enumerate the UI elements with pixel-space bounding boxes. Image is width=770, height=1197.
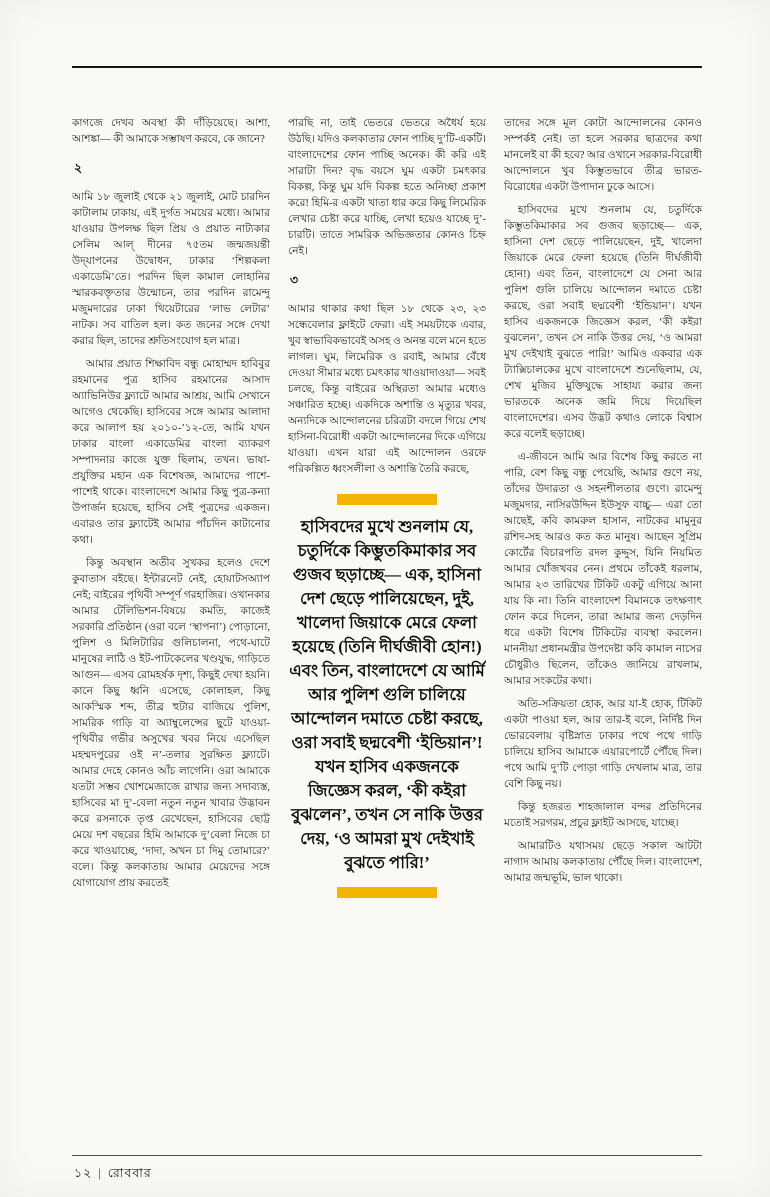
body-paragraph: আমার প্রয়াত শিক্ষাবিদ বন্ধু মোহাম্মদ হাবিবুর রহমানের পুত্র হাসিব রহমানের আসাদ অ্যাভিনিউর ফ্ল্যাটে আমার আশ্রয়, আমি সেখানে আগেও থেকেছি। হাসিবের সঙ্গে আমার আলাদা করে আলাপ হয় ২০১০-’১২-তে, আমি যখন ঢাকার বাংলা একাডেমির বাংলা ব্যাকরণ সম্পাদনার কাজে যুক্ত ছিলাম, তখন। ভাষা-প্রযুক্তির মহান এক বিশেষজ্ঞ, আমাদের পাশে-পাশেই থাকে। বাংলাদেশে আমার কিছু পুত্র-কন্যা উপার্জন হয়েছে, হাসিব সেই পুত্রদের একজন। এবারও তার ফ্ল্যাটেই আমার পাঁচদিন কাটানোর কথা। (72, 359, 270, 546)
page-footer (74, 1165, 152, 1185)
body-paragraph: কাগজে দেখব অবস্থা কী দাঁড়িয়েছে। আশা, আশঙ্কা— কী আমাকে সম্ভাষণ করবে, কে জানে? (72, 118, 270, 145)
body-paragraph: আমার থাকার কথা ছিল ১৮ থেকে ২৩, ২৩ সন্ধেবেলার ফ্লাইটে ফেরা। এই সময়টাকে এবার, খুব স্বাভাবিকভাবেই অসহ ও অনন্ত বলে মনে হতে লাগল। ঘুম, লিমেরিক ও রবাই, আমার বেঁধে দেওয়া সীমার মধ্যে চমৎকার খাওয়াদাওয়া— সবই চলছে, কিন্তু বাইরের অস্থিরতা আমার মধ্যেও সঞ্চারিত হচ্ছে। একদিকে অশান্তি ও মৃত্যুর খবর, অন্যদিকে আন্দোলনের চরিত্রটা বদলে গিয়ে শেখ হাসিনা-বিরোধী একটা আন্দোলনের দিকে এগিয়ে যাওয়া। এখন যারা এই আন্দোলন ওরফে পরিকল্পিত ধ্বংসলীলা ও অশান্তি তৈরি করছে, (288, 304, 486, 475)
section-number-3: ৩ (290, 273, 299, 287)
article-columns (72, 116, 702, 1148)
column-1 (72, 116, 270, 1148)
magazine-name: রোববার (107, 1166, 152, 1180)
body-paragraph: কিন্তু অবস্থান অতীব সুখকর হলেও দেশে কুবাতাস বইছে। ইন্টারনেট নেই, হোয়াটসঅ্যাপ নেই; বাইরের পৃথিবী সম্পূর্ণ গরহাজির। ওখানকার আমার টেলিভিশন-বিষয়ে কমতি, কাজেই সরকারি প্রতিষ্ঠান (ওরা বলে ‘স্থাপনা’) পোড়ানো, পুলিশ ও মিলিটারির গুলিচালনা, পথে-ঘাটে মানুষের লাঠি ও ইট-পাটকেলের খণ্ডযুদ্ধ, গাড়িতে আগুন— এসব রোমহর্ষক দৃশ্য, কিছুই দেখা হয়নি। কানে কিছু ধ্বনি এসেছে, কোলাহল, কিছু আকস্মিক শব্দ, তীব্র হুটার বাজিয়ে পুলিশ, সামরিক গাড়ি বা অ্যাম্বুলেন্সের ছুটে যাওয়া-পৃথিবীর গভীর অসুখের খবর নিয়ে এসেছিল মহম্মদপুরের ওই ন’-তলার সুরক্ষিত ফ্ল্যাটে। আমার দেহে কোনও আঁচ লাগেনি। ওরা আমাকে যতটা সম্ভব খোশমেজাজে রাখার জন্য সদাব্যস্ত, হাসিবের মা দু’-বেলা নতুন নতুন খাবার উদ্ভাবন করে রসনাকে তৃপ্ত রেখেছেন, হাসিবের ছোট্ট মেয়ে দশ বছরের হিমি আমাকে দু’বেলা নিজে চা করে খাওয়াচ্ছে, ‘দাদা, অখন চা দিমু তোমারে?’ বলে। কিন্তু কলকাতায় আমার মেয়েদের সঙ্গে যোগাযোগ প্রায় করতেই (72, 558, 270, 889)
highlight-bar-top (337, 494, 437, 505)
footer-rule (72, 1155, 702, 1156)
page-number: ১২ (74, 1166, 93, 1180)
column-2 (288, 116, 486, 1148)
body-paragraph: অতি-সক্রিয়তা হোক, আর যা-ই হোক, টিকিট একটা পাওয়া হল, আর তার-ই বলে, নির্দিষ্ট দিন ভোরবেলায় বৃষ্টিস্নাত ঢাকার পথে পথে গাড়ি চালিয়ে হাসিব আমাকে এয়ারপোর্টে পৌঁছে দিল। পথে আমি দু’টি পোড়া গাড়ি দেখলাম মাত্র, তার বেশি কিছু নয়। (504, 699, 702, 790)
footer-separator: | (98, 1166, 102, 1180)
body-paragraph: তাদের সঙ্গে মূল কোটা আন্দোলনের কোনও সম্পর্কই নেই। তা হলে সরকার ছাত্রদের কথা মানলেই বা কী হবে? আর ওখানে সরকার-বিরোধী আন্দোলনে খুব কিম্ভুতভাবে তীব্র ভারত-বিরোধের একটা উপাদান ঢুকে আসে। (504, 118, 702, 193)
pull-quote (288, 494, 486, 898)
body-paragraph: আমারটিও যথাসময় ছেড়ে সকাল আটটা নাগাদ আমায় কলকাতায় পৌঁছে দিল। বাংলাদেশ, আমার জন্মভূমি, ভাল থাকো। (504, 841, 702, 884)
highlight-bar-bottom (337, 887, 437, 898)
body-paragraph: আমি ১৮ জুলাই থেকে ২১ জুলাই, মোট চারদিন কাটালাম ঢাকায়, এই দুর্গত সময়ের মধ্যে। আমার যাওয়ার উপলক্ষ ছিল প্রিয় ও প্রয়াত নাট্যকার সেলিম আল্‌ দীনের ৭৫তম জন্মজয়ন্তী উদ্‌যাপনের উদ্বোধন, ঢাকার ‘শিল্পকলা একাডেমি’তে। পরদিন ছিল কামাল লোহানির স্মারকবক্তৃতার উন্মোচন, তার পরদিন রামেন্দু মজুমদারের ঢাকা থিয়েটারের ‘লাভ লেটার’ নাটক। সব বাতিল হল। কত জনের সঙ্গে দেখা করার ছিল, তাদের শ্রুতিসংযোগ হল মাত্র। (72, 192, 270, 347)
body-paragraph: পারছি না, তাই ভেতরে ভেতরে অধৈর্য হয়ে উঠছি। যদিও কলকাতার ফোন পাচ্ছি দু’টি-একটি। বাংলাদেশের ফোন পাচ্ছি অনেক। কী করি এই সারাটা দিন? বৃদ্ধ বয়সে ঘুম একটা চমৎকার বিকল্প, কিন্তু ঘুম যদি বিকল্প হতে অনিচ্ছা প্রকাশ করে! হিমি-র একটা খাতা ধার করে কিছু লিমেরিক লেখার চেষ্টা করে যাচ্ছি, লেখা হয়েও যাচ্ছে দু’-চারটি। তাতে সামরিক অভিজ্ঞতার কোনও চিহ্ন নেই। (288, 118, 486, 257)
body-paragraph: এ-জীবনে আমি আর বিশেষ কিছু করতে না পারি, বেশ কিছু বন্ধু পেয়েছি, আমার গুণে নয়, তাঁদের উদারতা ও সহনশীলতার গুণে। রামেন্দু মজুমদার, নাসিরউদ্দিন ইউসুফ বাচ্চু— এরা তো আছেই, কবি কামরুল হাসান, নাটকের মামুনুর রশিদ-সহ আরও কত কত মানুষ। আছেন সুপ্রিম কোর্টের বিচারপতি রদল কুদ্দুস, যিনি নিয়মিত আমার খোঁজখবর নেন। প্রথমে তাঁকেই ধরলাম, আমার ২৩ তারিখের টিকিট একটু এগিয়ে আনা যায় কি না। তিনি বাংলাদেশ বিমানকে তৎক্ষণাৎ ফোন করে দিলেন, তারা আমার জন্য দেড়দিন ধরে একটা বিশেষ টিকিটের ব্যবস্থা করলেন। মাননীয়া প্রধানমন্ত্রীর উপদেষ্টা কবি কামাল নাসের চৌধুরীও ছিলেন, তাঁকেও জানিয়ে রাখলাম, আমার সংকটের কথা। (504, 452, 702, 687)
body-paragraph: কিন্তু হজরত শাহজালাল বন্দর প্রতিদিনের মতোই সরগরম, প্রচুর ফ্লাইট আসছে, যাচ্ছে। (504, 802, 702, 829)
section-number-2: ২ (74, 161, 83, 175)
column-3 (504, 116, 702, 1148)
top-rule (72, 66, 702, 68)
body-paragraph: হাসিবদের মুখে শুনলাম যে, চতুর্দিকে কিম্ভুতকিমাকার সব গুজব ছড়াচ্ছে— এক, হাসিনা দেশ ছেড়ে পালিয়েছেন, দুই, খালেদা জিয়াকে মেরে ফেলা হয়েছে (তিনি দীর্ঘজীবী হোন!) এবং তিন, বাংলাদেশে যে সেনা আর পুলিশ গুলি চালিয়ে আন্দোলন দমাতে চেষ্টা করছে, ওরা সবাই ছদ্মবেশী ‘ইন্ডিয়ান’। যখন হাসিব একজনকে জিজ্ঞেস করল, ‘কী কইরা বুঝলেন’, তখন সে নাকি উত্তর দেয়, ‘ও আমরা মুখ দেইখাই বুঝতে পারি!’ আমিও একবার এক ট্যাক্সিচালকের মুখে বাংলাদেশে শুনেছিলাম, যে, শেখ মুজিব মুক্তিযুদ্ধে সাহায্য করার জন্য ভারতকে অনেক জমি দিয়ে দিয়েছিল বাংলাদেশের। এসব উদ্ভট কথাও লোকে বিশ্বাস করে বলেই ছড়াচ্ছে। (504, 205, 702, 440)
pull-quote-text: হাসিবদের মুখে শুনলাম যে, চতুর্দিকে কিম্ভুতকিমাকার সব গুজব ছড়াচ্ছে— এক, হাসিনা দেশ ছেড়ে পালিয়েছেন, দুই, খালেদা জিয়াকে মেরে ফেলা হয়েছে (তিনি দীর্ঘজীবী হোন!) এবং তিন, বাংলাদেশে যে আর্মি আর পুলিশ গুলি চালিয়ে আন্দোলন দমাতে চেষ্টা করছে, ওরা সবাই ছদ্মবেশী ‘ইন্ডিয়ান’! যখন হাসিব একজনকে জিজ্ঞেস করল, ‘কী কইরা বুঝলেন’, তখন সে নাকি উত্তর দেয়, ‘ও আমরা মুখ দেইখাই বুঝতে পারি!’ (289, 517, 485, 872)
